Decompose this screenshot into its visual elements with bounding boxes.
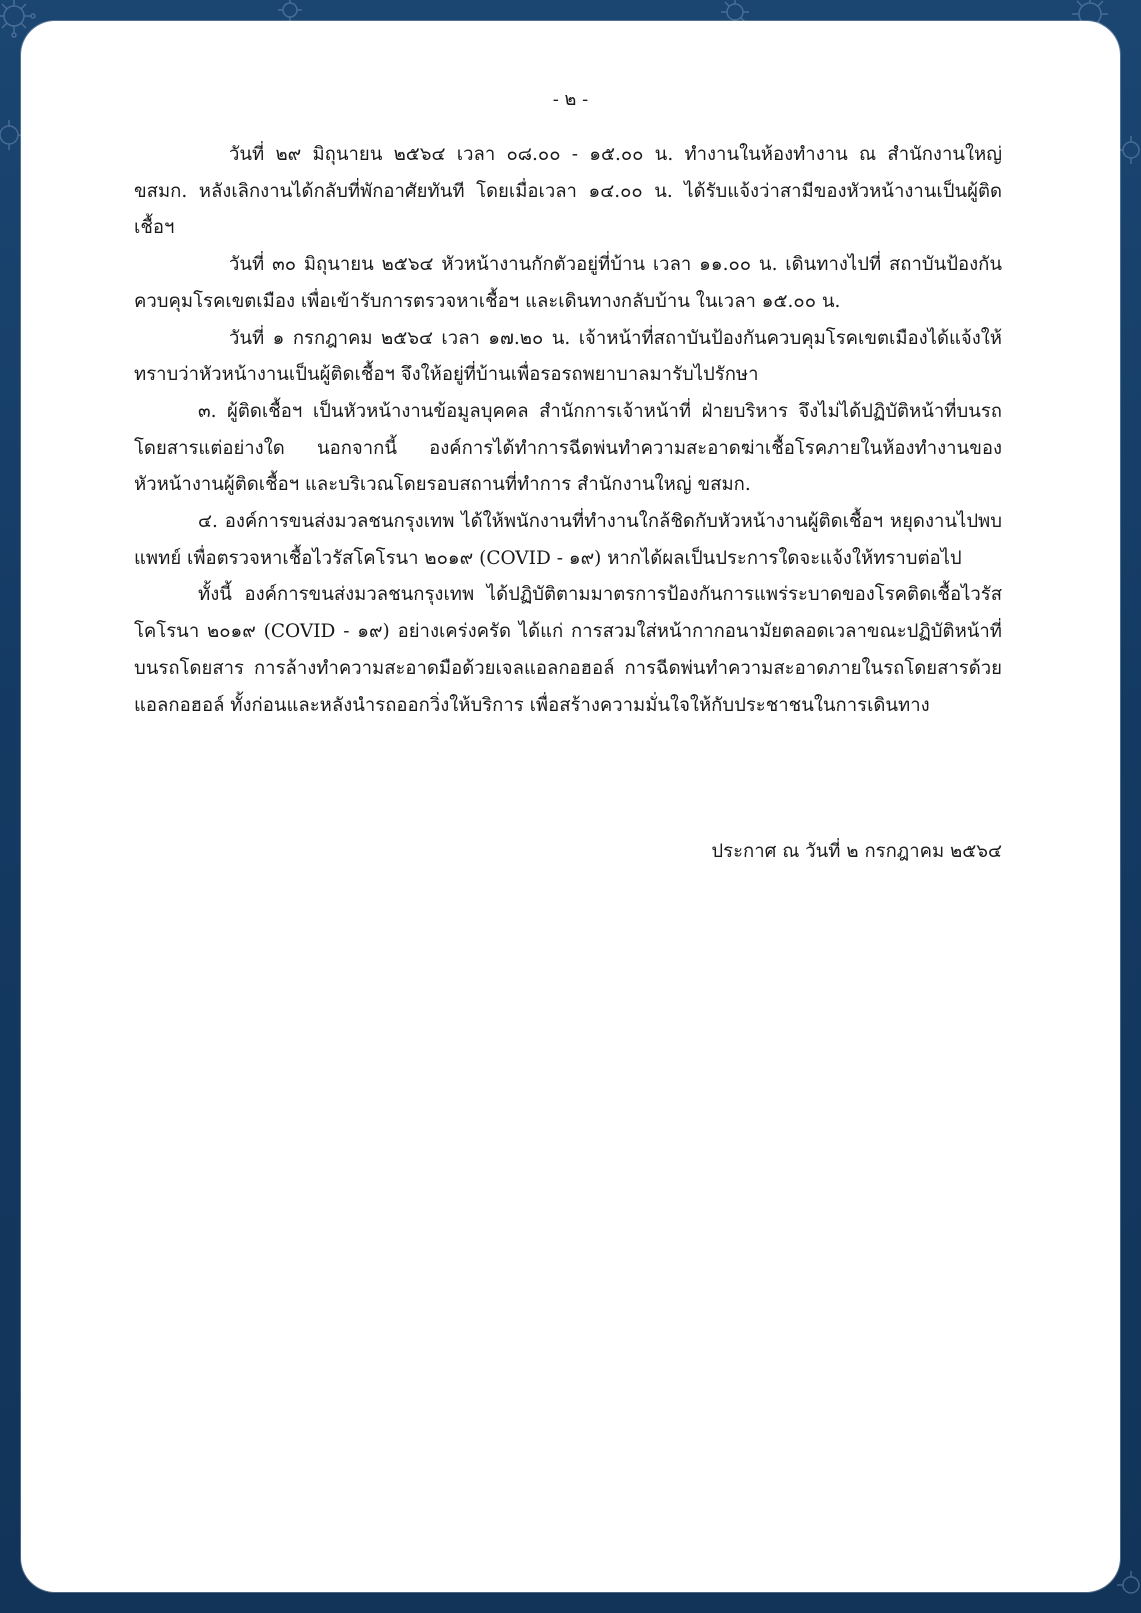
document-body xyxy=(134,137,1002,724)
paragraph-july-1: วันที่ ๑ กรกฎาคม ๒๕๖๔ เวลา ๑๗.๒๐ น. เจ้าหน้าที่สถาบันป้องกันควบคุมโรคเขตเมืองได้แจ้งให้ทราบว่าหัวหน้างานเป็นผู้ติดเชื้อฯ จึงให้อยู่ที่บ้านเพื่อรอรถพยาบาลมารับไปรักษา xyxy=(134,327,1002,386)
page-number: - ๒ - xyxy=(552,89,589,110)
paragraph-june-30: วันที่ ๓๐ มิถุนายน ๒๕๖๔ หัวหน้างานกักตัวอยู่ที่บ้าน เวลา ๑๑.๐๐ น. เดินทางไปที่ สถาบันป้องกันควบคุมโรคเขตเมือง เพื่อเข้ารับการตรวจหาเชื้อฯ และเดินทางกลับบ้าน ในเวลา ๑๕.๐๐ น. xyxy=(134,254,1002,312)
paragraph-conclusion: ทั้งนี้ องค์การขนส่งมวลชนกรุงเทพ ได้ปฏิบัติตามมาตรการป้องกันการแพร่ระบาดของโรคติดเชื้อไวรัสโคโรนา ๒๐๑๙ (COVID - ๑๙) อย่างเคร่งครัด ได้แก่ การสวมใส่หน้ากากอนามัยตลอดเวลาขณะปฏิบัติหน้าที่บนรถโดยสาร การล้างทำความสะอาดมือด้วยเจลแอลกอฮอล์ การฉีดพ่นทำความสะอาดภายในรถโดยสารด้วยแอลกอฮอล์ ทั้งก่อนและหลังนำรถออกวิ่งให้บริการ เพื่อสร้างความมั่นใจให้กับประชาชนในการเดินทาง xyxy=(134,584,1002,716)
document-page xyxy=(21,21,1120,1592)
announcement-date: ประกาศ ณ วันที่ ๒ กรกฎาคม ๒๕๖๔ xyxy=(711,841,1002,862)
paragraph-june-29: วันที่ ๒๙ มิถุนายน ๒๕๖๔ เวลา ๐๘.๐๐ - ๑๕.๐๐ น. ทำงานในห้องทำงาน ณ สำนักงานใหญ่ ขสมก. หลังเลิกงานได้กลับที่พักอาศัยทันที โดยเมื่อเวลา ๑๔.๐๐ น. ได้รับแจ้งว่าสามีของหัวหน้างานเป็นผู้ติดเชื้อฯ xyxy=(134,144,1002,239)
paragraph-item-3: ๓. ผู้ติดเชื้อฯ เป็นหัวหน้างานข้อมูลบุคคล สำนักการเจ้าหน้าที่ ฝ่ายบริหาร จึงไม่ได้ปฏิบัติหน้าที่บนรถโดยสารแต่อย่างใด นอกจากนี้ องค์การได้ทำการฉีดพ่นทำความสะอาดฆ่าเชื้อโรคภายในห้องทำงานของหัวหน้างานผู้ติดเชื้อฯ และบริเวณโดยรอบสถานที่ทำการ สำนักงานใหญ่ ขสมก. xyxy=(134,400,1002,496)
paragraph-item-4: ๔. องค์การขนส่งมวลชนกรุงเทพ ได้ให้พนักงานที่ทำงานใกล้ชิดกับหัวหน้างานผู้ติดเชื้อฯ หยุดงานไปพบแพทย์ เพื่อตรวจหาเชื้อไวรัสโคโรนา ๒๐๑๙ (COVID - ๑๙) หากได้ผลเป็นประการใดจะแจ้งให้ทราบต่อไป xyxy=(134,511,1002,569)
